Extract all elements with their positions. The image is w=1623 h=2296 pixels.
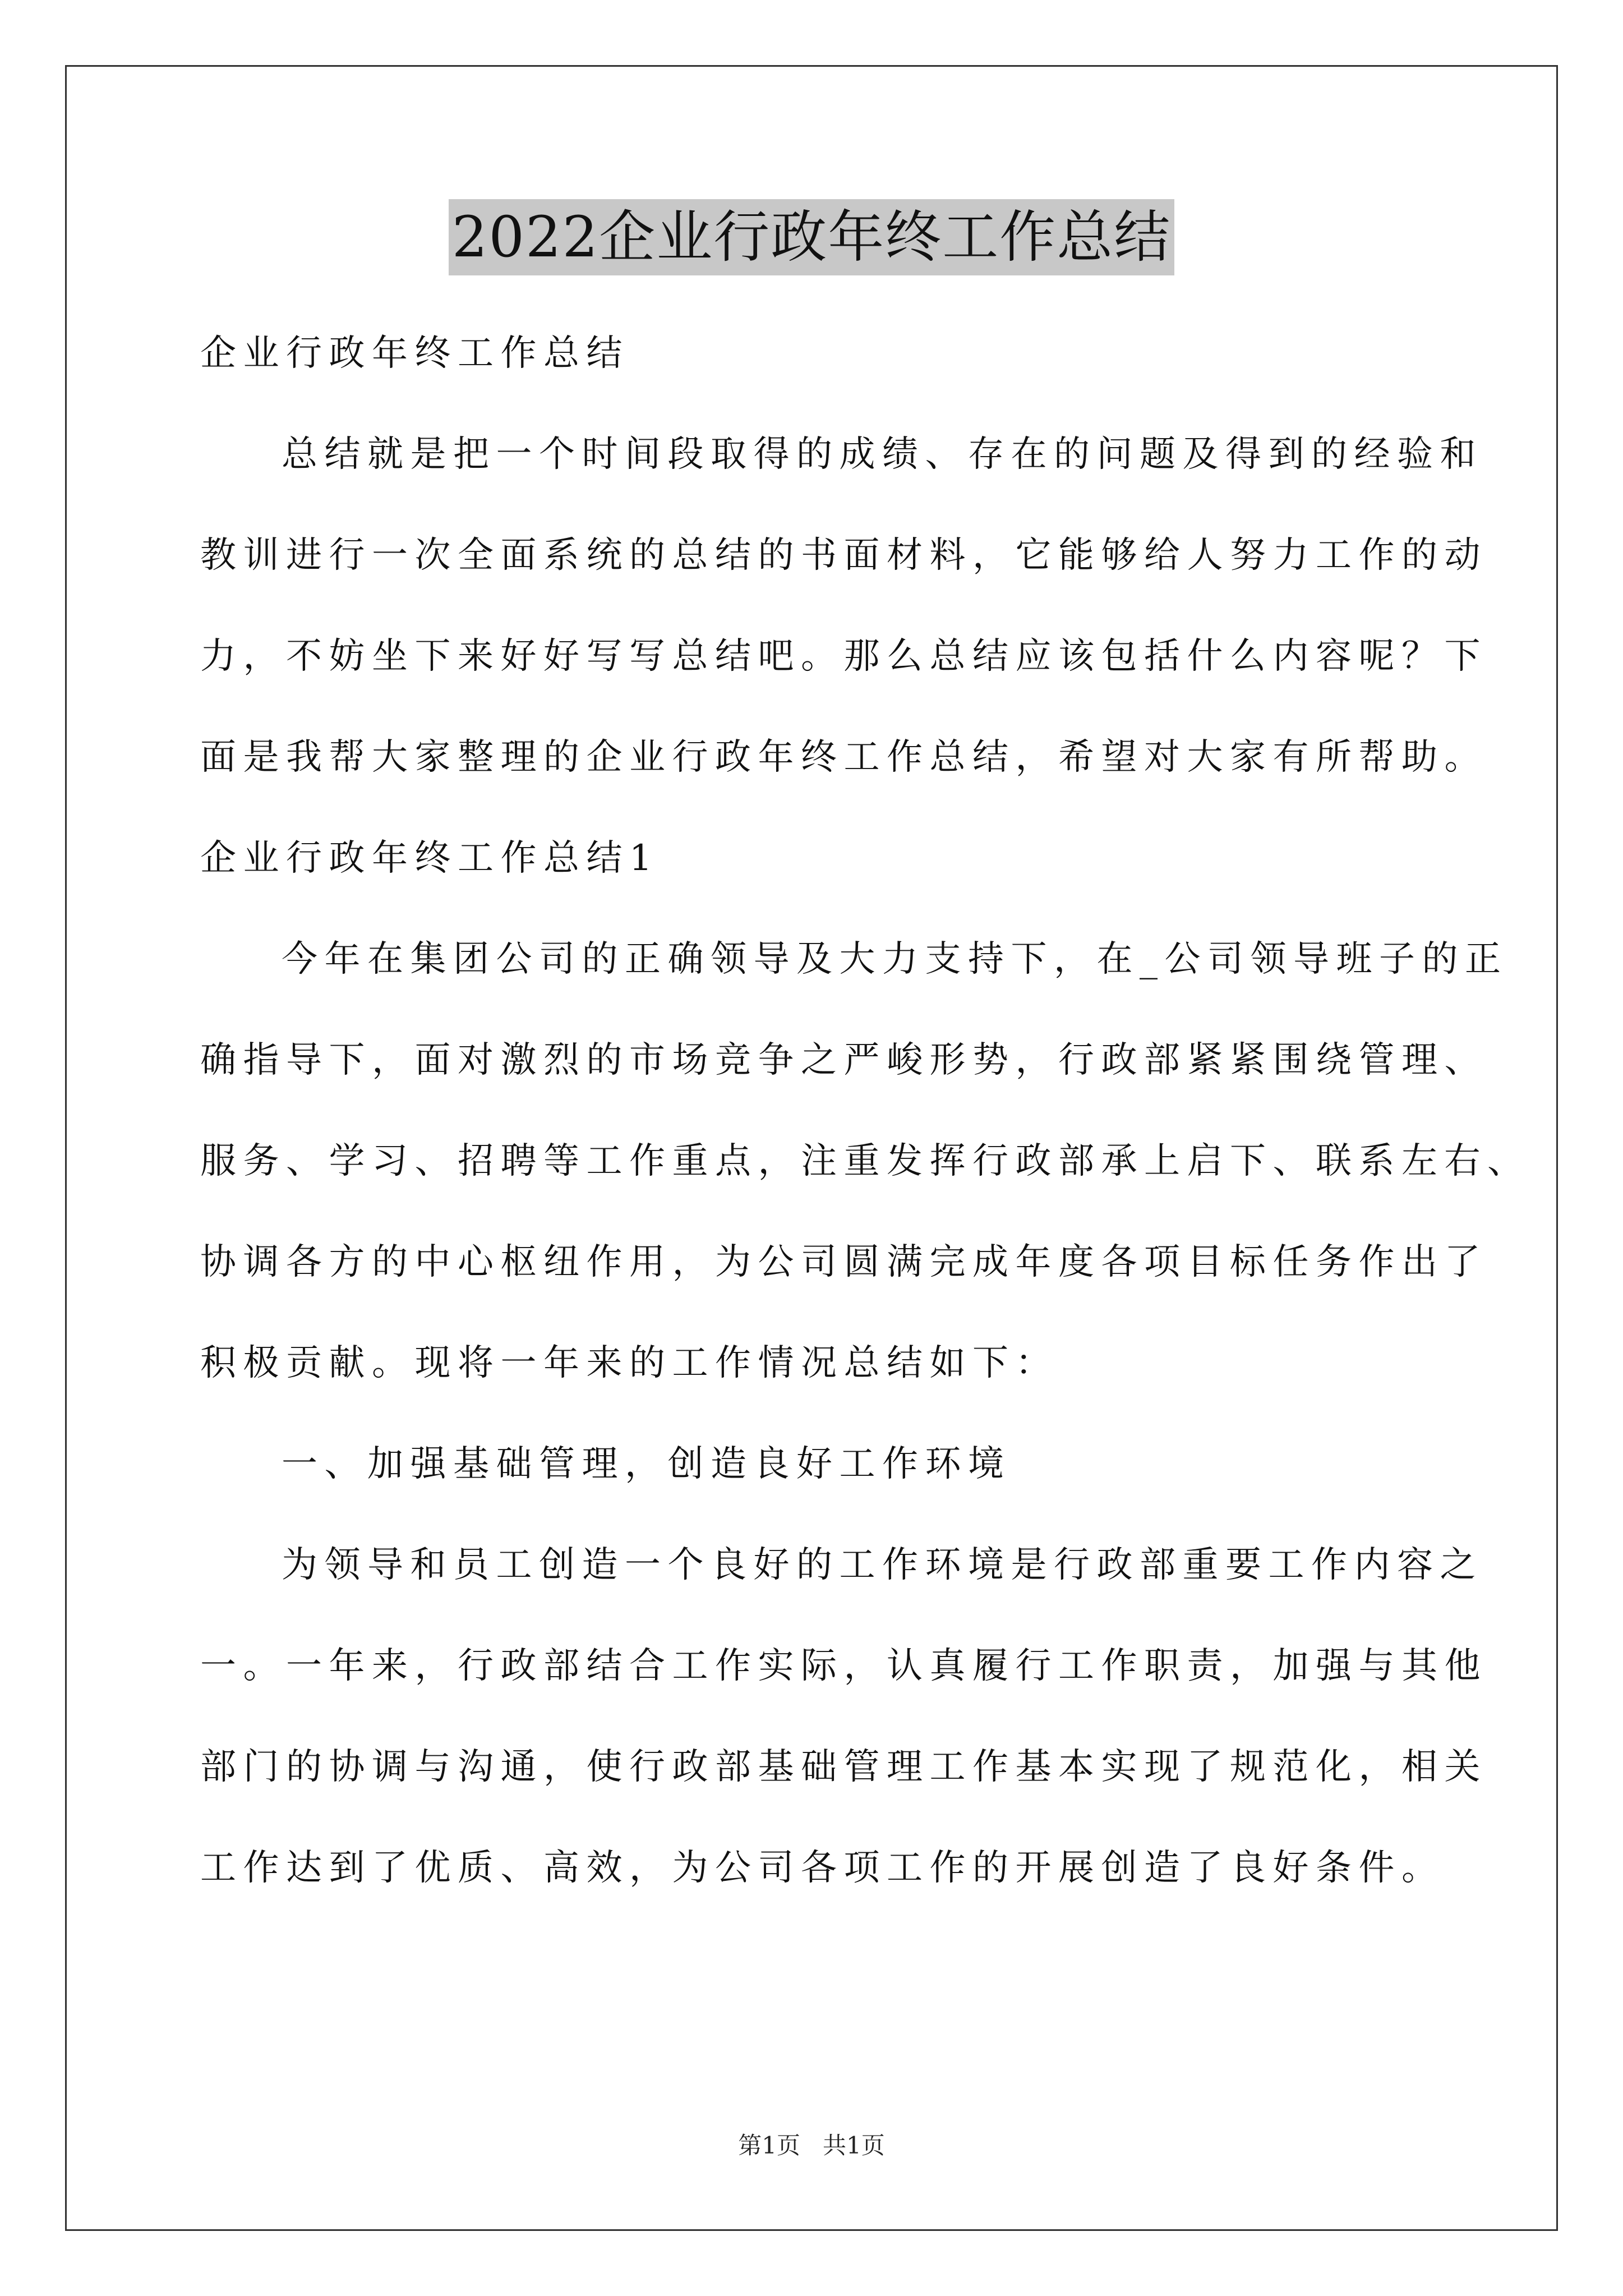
section-heading: 企业行政年终工作总结1 <box>200 838 660 879</box>
paragraph-line: 工作达到了优质、高效，为公司各项工作的开展创造了良好条件。 <box>200 1847 1445 1889</box>
paragraph-line: 面是我帮大家整理的企业行政年终工作总结，希望对大家有所帮助。 <box>200 737 1487 778</box>
paragraph-line: 部门的协调与沟通，使行政部基础管理工作基本实现了规范化，相关 <box>200 1746 1487 1788</box>
paragraph-line: 积极贡献。现将一年来的工作情况总结如下： <box>200 1342 1058 1384</box>
paragraph-line: 协调各方的中心枢纽作用，为公司圆满完成年度各项目标任务作出了 <box>200 1241 1487 1283</box>
paragraph-line: 力，不妨坐下来好好写写总结吧。那么总结应该包括什么内容呢？下 <box>200 636 1487 677</box>
page-footer <box>0 2129 1623 2162</box>
document-body <box>200 303 1530 1918</box>
paragraph-line: 一。一年来，行政部结合工作实际，认真履行工作职责，加强与其他 <box>200 1645 1487 1687</box>
page-number: 第1页 <box>738 2132 800 2159</box>
section-heading: 企业行政年终工作总结 <box>200 333 629 374</box>
paragraph-line: 确指导下，面对激烈的市场竞争之严峻形势，行政部紧紧围绕管理、 <box>200 1039 1487 1081</box>
paragraph-line: 服务、学习、招聘等工作重点，注重发挥行政部承上启下、联系左右、 <box>200 1140 1530 1182</box>
title-container <box>0 199 1623 275</box>
document-title: 2022企业行政年终工作总结 <box>449 199 1175 275</box>
paragraph-line: 总结就是把一个时间段取得的成绩、存在的问题及得到的经验和 <box>282 434 1483 475</box>
page-total: 共1页 <box>823 2132 885 2159</box>
subsection-heading: 一、加强基础管理，创造良好工作环境 <box>282 1443 1011 1485</box>
paragraph-line: 为领导和员工创造一个良好的工作环境是行政部重要工作内容之 <box>282 1544 1483 1586</box>
paragraph-line: 教训进行一次全面系统的总结的书面材料，它能够给人努力工作的动 <box>200 535 1487 576</box>
paragraph-line: 今年在集团公司的正确领导及大力支持下，在_公司领导班子的正 <box>282 938 1508 980</box>
